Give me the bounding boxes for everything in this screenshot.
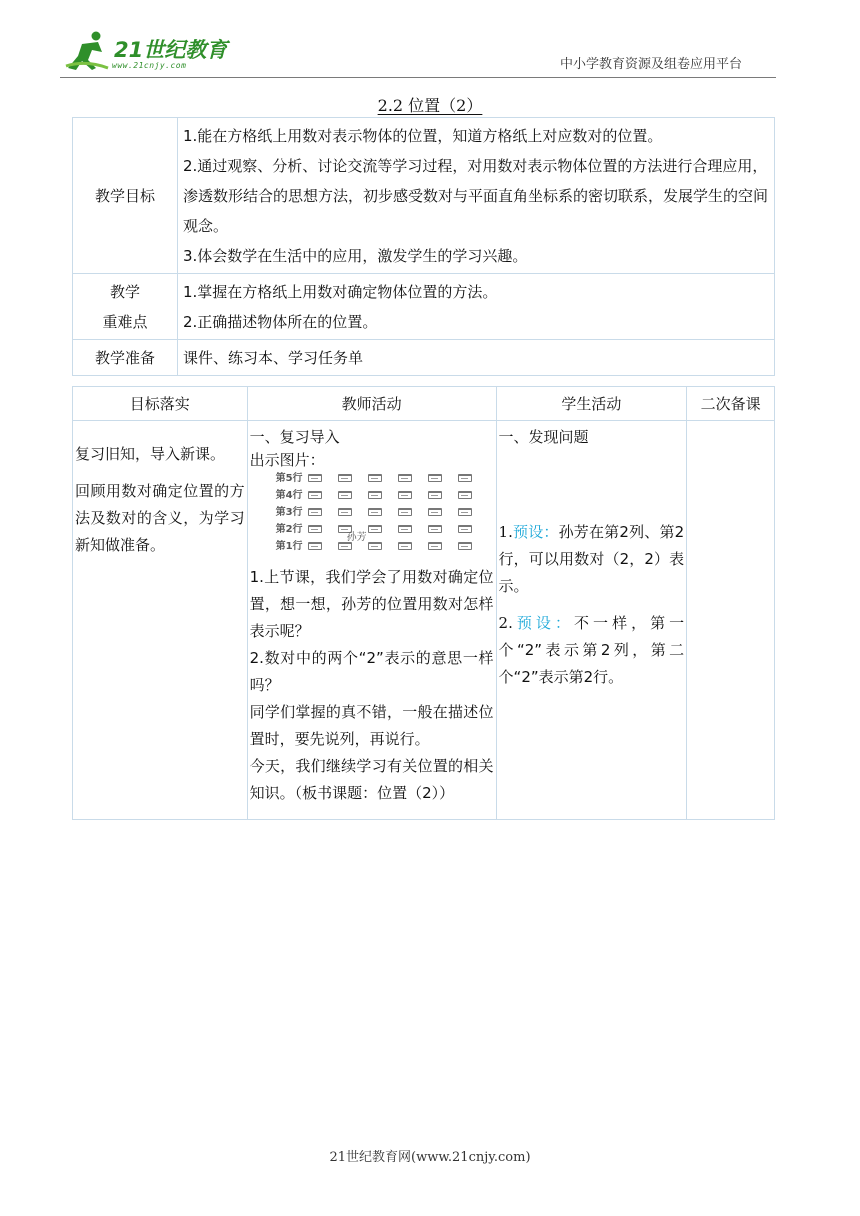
goal-cell xyxy=(73,421,248,820)
key-points-row xyxy=(73,274,775,340)
key-point-item: 1.掌握在方格纸上用数对确定物体位置的方法。 xyxy=(183,283,498,301)
goal-item: 3.体会数学在生活中的应用，激发学生的学习兴趣。 xyxy=(183,247,528,265)
desk-icon xyxy=(368,474,382,482)
logo-text: 21世纪教育 xyxy=(114,38,228,62)
page-title: 2.2 位置（2） xyxy=(377,96,483,115)
header-notes-column: 二次备课 xyxy=(687,387,775,421)
seat-chart xyxy=(250,472,480,564)
goals-row xyxy=(73,118,775,274)
seat-row xyxy=(276,540,486,554)
teacher-line: 2.数对中的两个“2”表示的意思一样吗？ xyxy=(249,649,494,694)
student-cell xyxy=(496,421,687,820)
goal-item: 1.能在方格纸上用数对表示物体的位置，知道方格纸上对应数对的位置。 xyxy=(183,127,663,145)
key-points-label: 教学 重难点 xyxy=(73,274,178,340)
plan-body-row xyxy=(73,421,775,820)
header-divider xyxy=(60,77,776,78)
row-label: 第1行 xyxy=(275,541,303,552)
goals-label: 教学目标 xyxy=(73,118,178,274)
header-teacher-column: 教师活动 xyxy=(247,387,496,421)
row-label: 第5行 xyxy=(275,473,303,484)
prep-label: 教学准备 xyxy=(73,340,178,376)
desk-icon xyxy=(398,508,412,516)
seat-row xyxy=(276,506,486,520)
lesson-plan-table xyxy=(72,386,775,820)
header-goal-column: 目标落实 xyxy=(73,387,248,421)
seat-row xyxy=(276,472,486,486)
desk-icon xyxy=(458,474,472,482)
row-label: 第4行 xyxy=(275,490,303,501)
desk-icon xyxy=(338,491,352,499)
desk-icon xyxy=(458,525,472,533)
student-item: 1.预设：孙芳在第2列、第2行，可以用数对（2，2）表示。 xyxy=(498,523,685,595)
desk-icon xyxy=(458,542,472,550)
desk-icon xyxy=(458,508,472,516)
desk-icon xyxy=(308,525,322,533)
plan-header-row xyxy=(73,387,775,421)
desk-icon xyxy=(368,508,382,516)
desk-icon xyxy=(458,491,472,499)
teacher-cell xyxy=(247,421,496,820)
desk-icon xyxy=(428,525,442,533)
desk-icon xyxy=(308,491,322,499)
key-points-content xyxy=(178,274,775,340)
desk-icon xyxy=(368,525,382,533)
prep-content: 课件、练习本、学习任务单 xyxy=(178,340,775,376)
info-table xyxy=(72,117,775,376)
teacher-line: 同学们掌握的真不错，一般在描述位置时，要先说列，再说行。 xyxy=(249,703,494,748)
header-student-column: 学生活动 xyxy=(496,387,687,421)
student-item: 2.预设：不一样，第一个“2”表示第2列，第二个“2”表示第2行。 xyxy=(498,614,685,686)
desk-icon xyxy=(368,491,382,499)
preset-label: 预设： xyxy=(512,614,574,632)
desk-icon xyxy=(398,491,412,499)
row-label: 第2行 xyxy=(275,524,303,535)
page-header xyxy=(0,0,860,80)
row-label: 第3行 xyxy=(275,507,303,518)
goal-text: 回顾用数对确定位置的方法及数对的含义，为学习新知做准备。 xyxy=(75,482,245,554)
desk-icon xyxy=(428,508,442,516)
goal-text: 复习旧知，导入新课。 xyxy=(75,445,226,463)
desk-icon xyxy=(308,474,322,482)
student-heading: 一、发现问题 xyxy=(498,428,589,446)
desk-icon xyxy=(428,542,442,550)
teacher-show: 出示图片： xyxy=(249,451,325,469)
desk-icon xyxy=(308,542,322,550)
logo xyxy=(62,30,232,74)
seat-row xyxy=(276,523,486,537)
key-point-item: 2.正确描述物体所在的位置。 xyxy=(183,313,378,331)
goals-content xyxy=(178,118,775,274)
student-name-tag: 孙芳 xyxy=(346,532,367,543)
desk-icon xyxy=(428,474,442,482)
logo-url: www.21cnjy.com xyxy=(112,61,187,70)
platform-name: 中小学教育资源及组卷应用平台 xyxy=(560,57,743,72)
desk-icon xyxy=(428,491,442,499)
notes-cell xyxy=(687,421,775,820)
desk-icon xyxy=(398,474,412,482)
seat-row xyxy=(276,489,486,503)
desk-icon xyxy=(338,474,352,482)
desk-icon xyxy=(308,508,322,516)
prep-row xyxy=(73,340,775,376)
teacher-line: 1.上节课，我们学会了用数对确定位置，想一想，孙芳的位置用数对怎样表示呢？ xyxy=(249,568,494,640)
teacher-heading: 一、复习导入 xyxy=(249,428,340,446)
desk-icon xyxy=(368,542,382,550)
teacher-line: 今天，我们继续学习有关位置的相关知识。（板书课题：位置（2）） xyxy=(249,757,494,802)
runner-logo-icon xyxy=(62,30,112,74)
desk-icon xyxy=(338,508,352,516)
desk-icon xyxy=(398,542,412,550)
preset-label: 预设： xyxy=(512,523,559,541)
page-footer: 21世纪教育网(www.21cnjy.com) xyxy=(329,1150,531,1165)
desk-icon xyxy=(398,525,412,533)
goal-item: 2.通过观察、分析、讨论交流等学习过程，对用数对表示物体位置的方法进行合理应用，渗透数形结合的思想方法，初步感受数对与平面直角坐标系的密切联系，发展学生的空间观念。 xyxy=(183,157,769,235)
